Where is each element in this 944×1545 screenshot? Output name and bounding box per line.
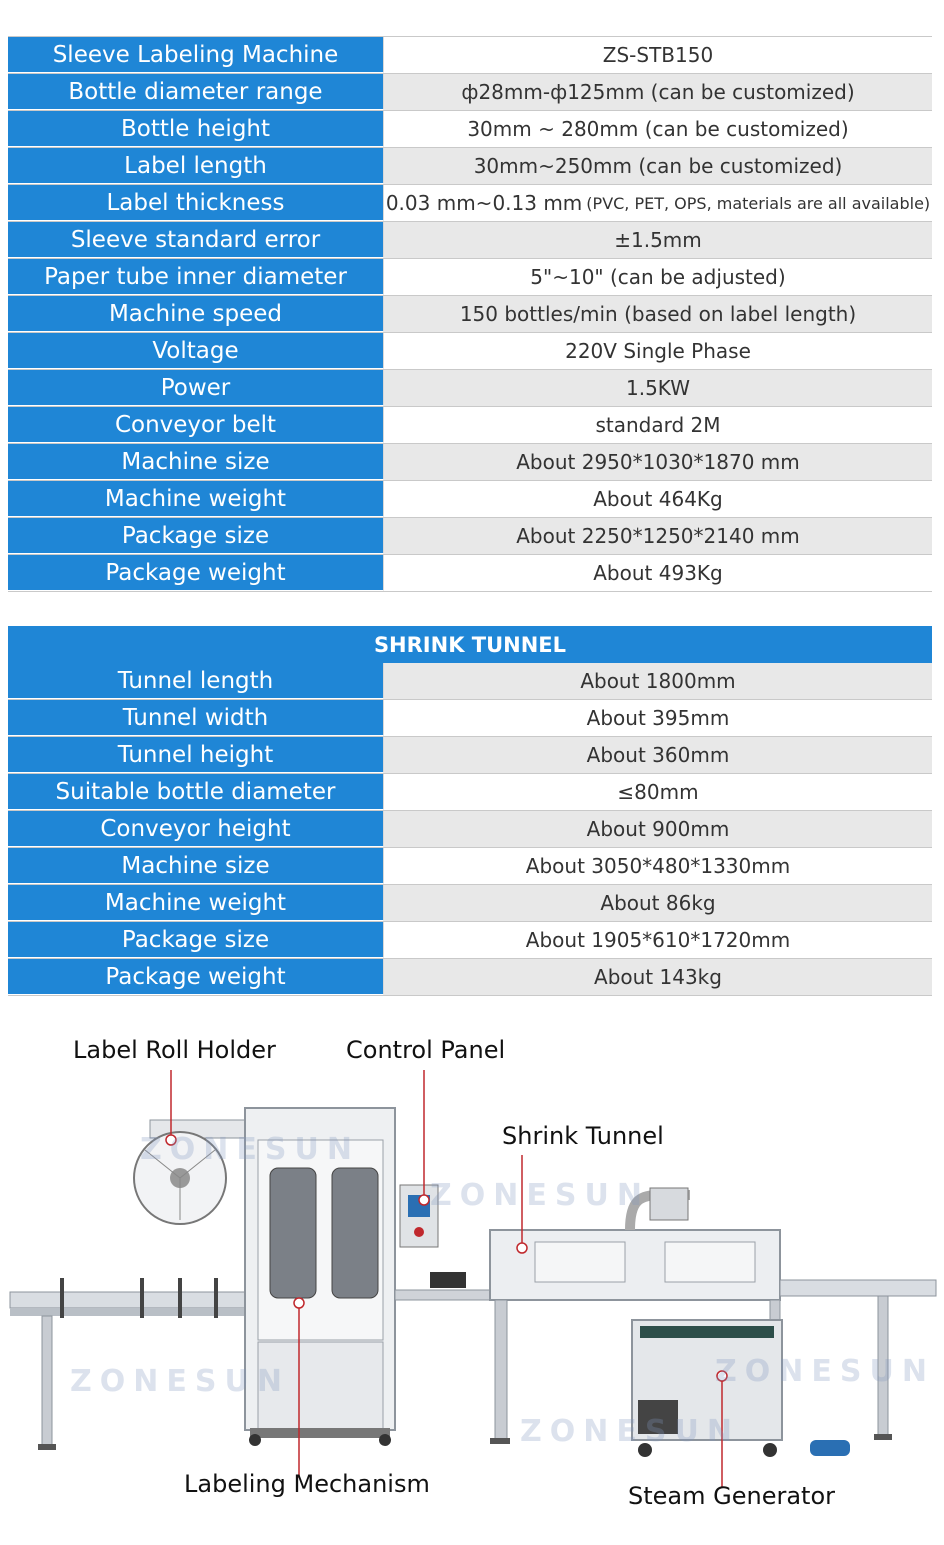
- steam-generator-callout: Steam Generator: [628, 1482, 835, 1510]
- label-roll-holder-callout: Label Roll Holder: [73, 1036, 276, 1064]
- table-row: [8, 111, 932, 148]
- table-row: [8, 333, 932, 370]
- row-label: Sleeve Labeling Machine: [8, 37, 384, 73]
- row-value: About 395mm: [384, 700, 932, 736]
- row-value: About 900mm: [384, 811, 932, 847]
- row-value: About 360mm: [384, 737, 932, 773]
- watermark: ZONESUN: [430, 1178, 650, 1213]
- row-label: Conveyor height: [8, 811, 384, 847]
- row-value-main: 0.03 mm~0.13 mm: [385, 191, 583, 215]
- table-row: [8, 555, 932, 592]
- row-value: 30mm~250mm (can be customized): [384, 148, 932, 184]
- row-label: Tunnel height: [8, 737, 384, 773]
- table-row: [8, 518, 932, 555]
- watermark: ZONESUN: [70, 1364, 290, 1399]
- row-label: Label length: [8, 148, 384, 184]
- row-value: About 464Kg: [384, 481, 932, 517]
- row-label: Power: [8, 370, 384, 406]
- row-label: Package weight: [8, 959, 384, 995]
- row-value: ±1.5mm: [384, 222, 932, 258]
- row-label: Machine weight: [8, 885, 384, 921]
- row-label: Package size: [8, 922, 384, 958]
- table-row: [8, 737, 932, 774]
- table-body: [8, 663, 932, 996]
- row-label: Machine weight: [8, 481, 384, 517]
- table-row: [8, 148, 932, 185]
- table-row: [8, 407, 932, 444]
- row-label: Machine size: [8, 848, 384, 884]
- machine-illustration: [0, 1020, 944, 1545]
- row-value-note: (PVC, PET, OPS, materials are all available): [586, 193, 931, 213]
- table-row: [8, 959, 932, 996]
- row-value: ZS-STB150: [384, 37, 932, 73]
- shrink-tunnel-table: [8, 626, 932, 996]
- control-panel-callout: Control Panel: [346, 1036, 506, 1064]
- table-row: [8, 444, 932, 481]
- row-label: Suitable bottle diameter: [8, 774, 384, 810]
- row-value: About 493Kg: [384, 555, 932, 591]
- table-row: [8, 222, 932, 259]
- table-row: [8, 774, 932, 811]
- table-title: SHRINK TUNNEL: [8, 626, 932, 663]
- table-row: [8, 922, 932, 959]
- row-value: About 1800mm: [384, 663, 932, 699]
- row-value: 5"~10" (can be adjusted): [384, 259, 932, 295]
- table-row: [8, 74, 932, 111]
- middle-conveyor: [395, 1272, 495, 1300]
- row-label: Bottle height: [8, 111, 384, 147]
- row-label: Machine size: [8, 444, 384, 480]
- row-value: About 3050*480*1330mm: [384, 848, 932, 884]
- row-value: [384, 185, 932, 221]
- table-row: [8, 663, 932, 700]
- row-label: Bottle diameter range: [8, 74, 384, 110]
- row-value: standard 2M: [384, 407, 932, 443]
- row-value: About 86kg: [384, 885, 932, 921]
- table-row: [8, 37, 932, 74]
- row-value: About 143kg: [384, 959, 932, 995]
- row-label: Conveyor belt: [8, 407, 384, 443]
- row-label: Voltage: [8, 333, 384, 369]
- row-value: About 1905*610*1720mm: [384, 922, 932, 958]
- labeling-mechanism-callout: Labeling Mechanism: [184, 1470, 430, 1498]
- shrink-tunnel-callout: Shrink Tunnel: [502, 1122, 664, 1150]
- table-row: [8, 811, 932, 848]
- row-value: 30mm ~ 280mm (can be customized): [384, 111, 932, 147]
- machine-diagram: [0, 1020, 944, 1545]
- row-value: ≤80mm: [384, 774, 932, 810]
- watermark: ZONESUN: [520, 1414, 740, 1449]
- watermark: ZONESUN: [715, 1354, 935, 1389]
- table-row: [8, 700, 932, 737]
- table-row: [8, 370, 932, 407]
- row-value: ф28mm-ф125mm (can be customized): [384, 74, 932, 110]
- row-label: Machine speed: [8, 296, 384, 332]
- table-row: [8, 481, 932, 518]
- table-row: [8, 848, 932, 885]
- row-label: Sleeve standard error: [8, 222, 384, 258]
- row-value: 220V Single Phase: [384, 333, 932, 369]
- row-value: 150 bottles/min (based on label length): [384, 296, 932, 332]
- table-row: [8, 885, 932, 922]
- watermark: ZONESUN: [140, 1132, 360, 1167]
- row-value: About 2250*1250*2140 mm: [384, 518, 932, 554]
- row-label: Package weight: [8, 555, 384, 591]
- spec-table: [8, 36, 932, 592]
- table-row: [8, 185, 932, 222]
- row-value: About 2950*1030*1870 mm: [384, 444, 932, 480]
- table-row: [8, 259, 932, 296]
- row-label: Tunnel width: [8, 700, 384, 736]
- row-label: Package size: [8, 518, 384, 554]
- row-label: Label thickness: [8, 185, 384, 221]
- row-label: Paper tube inner diameter: [8, 259, 384, 295]
- table-row: [8, 296, 932, 333]
- row-value: 1.5KW: [384, 370, 932, 406]
- row-label: Tunnel length: [8, 663, 384, 699]
